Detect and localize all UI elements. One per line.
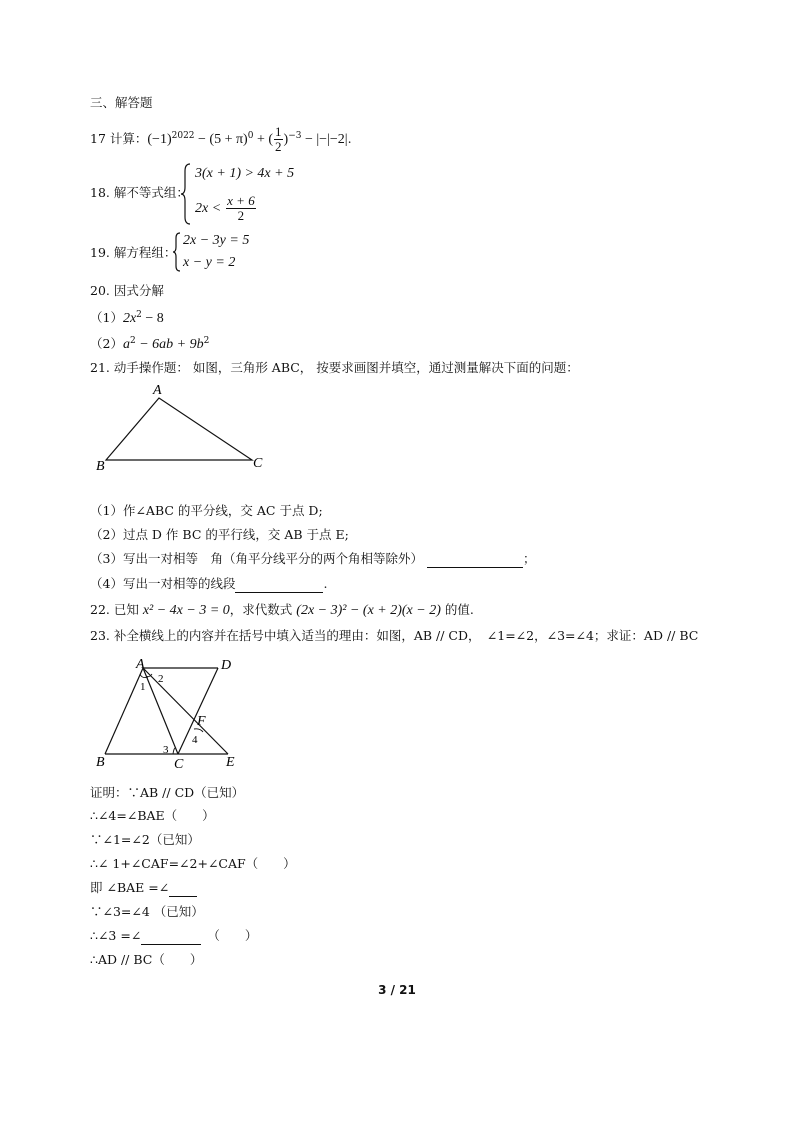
proof-line-7-tail: （ ）: [207, 928, 258, 943]
q17-expr-d: ): [283, 132, 289, 147]
q17-tail: .: [347, 131, 352, 146]
label-c: C: [253, 456, 263, 471]
proof-line-7-text: ∴∠3 =∠: [90, 928, 142, 943]
proof-line-4: ∴∠ 1+∠CAF=∠2+∠CAF（ ）: [90, 856, 296, 871]
q22-expr: (2x − 3)² − (x + 2)(x − 2): [296, 603, 441, 618]
q20-p2-exp1: 2: [129, 336, 136, 346]
q21-p3-end: ；: [522, 551, 536, 566]
q18-line-2-a: 2x <: [195, 201, 222, 216]
q18-label: 18. 解不等式组：: [90, 185, 189, 200]
segment-dc: [178, 668, 218, 754]
q21-p4-text: （4）写出一对相等的线段: [90, 576, 236, 591]
q19-label: 19. 解方程组：: [90, 245, 177, 260]
q17-exp-b: 0: [247, 130, 254, 141]
q20-p1-label: （1）: [90, 310, 123, 326]
q20-part-1: [90, 307, 164, 327]
q21-part-1: （1）作∠ABC 的平分线，交 AC 于点 D;: [90, 503, 323, 518]
q21-p4-blank: [235, 576, 323, 593]
section-title: 三、解答题: [90, 95, 153, 110]
triangle-abc: [106, 398, 252, 460]
proof-line-8: ∴AD // BC（ ）: [90, 952, 203, 967]
segment-ab: [105, 668, 143, 754]
q20-label: 20. 因式分解: [90, 283, 164, 298]
proof-blank-2: [141, 928, 201, 945]
label-e: E: [226, 755, 235, 770]
q17-frac-den: 2: [275, 139, 282, 154]
q17-frac-num: 1: [275, 124, 282, 139]
q17-expr-a: (−1): [147, 132, 172, 147]
q20-p1-b: − 8: [141, 311, 164, 327]
proof-line-3: ∵∠1=∠2（已知）: [90, 832, 200, 847]
question-22: [90, 602, 474, 619]
proof-line-1: 证明：∵AB // CD（已知）: [90, 785, 245, 800]
q18-frac-num: x + 6: [227, 193, 255, 208]
q21-triangle-figure: [90, 380, 280, 475]
q19-line-1: 2x − 3y = 5: [183, 233, 250, 248]
q19-line-2: x − y = 2: [183, 255, 236, 270]
q18-frac-den: 2: [237, 208, 245, 223]
q20-p2-b: − 6ab + 9b: [135, 337, 204, 353]
q23-parallel-figure: [90, 655, 255, 773]
label-a: A: [153, 383, 162, 398]
q21-p3-blank: [427, 551, 523, 568]
q20-p1-exp: 2: [136, 310, 142, 320]
proof-line-2: ∴∠4=∠BAE（ ）: [90, 808, 215, 823]
q17-exp-d: −3: [288, 130, 302, 141]
q18-brace: [180, 163, 192, 225]
q18-fraction: [226, 194, 256, 223]
label-c: C: [174, 757, 184, 772]
proof-line-7: [90, 928, 257, 945]
proof-blank-1: [169, 880, 197, 897]
question-17: [90, 125, 352, 154]
label-f: F: [197, 714, 206, 729]
q22-tail: 的值.: [440, 602, 474, 617]
label-angle-3: 3: [163, 744, 169, 756]
label-angle-2: 2: [158, 673, 164, 685]
label-b: B: [96, 459, 105, 474]
page-number: 3 / 21: [378, 983, 416, 997]
q22-mid: ，求代数式: [229, 602, 297, 617]
q21-label: 21. 动手操作题： 如图，三角形 ABC， 按要求画图并填空，通过测量解决下面的问题：: [90, 360, 579, 375]
label-angle-1: 1: [140, 681, 146, 693]
q19-brace: [172, 232, 182, 272]
q21-p3-text: （3）写出一对相等 角（角平分线平分的两个角相等除外）: [90, 551, 423, 566]
q21-part-2: （2）过点 D 作 BC 的平行线，交 AB 于点 E;: [90, 527, 349, 542]
label-d: D: [221, 658, 232, 673]
q17-expr-e: − |−|−2|: [301, 132, 348, 147]
proof-line-5: [90, 880, 197, 897]
q23-label: 23. 补全横线上的内容并在括号中填入适当的理由：如图，AB // CD， ∠1=∠2，∠3=∠4；求证：AD // BC: [90, 628, 699, 643]
q21-part-4: [90, 576, 327, 593]
q20-p2-exp2: 2: [203, 336, 210, 346]
q17-expr-c: + (: [253, 132, 274, 147]
proof-line-6: ∵∠3=∠4 （已知）: [90, 904, 204, 919]
q18-line-1: 3(x + 1) > 4x + 5: [195, 166, 295, 181]
segment-ae: [143, 668, 228, 754]
label-angle-4: 4: [192, 734, 198, 746]
q17-fraction: [274, 125, 283, 154]
q21-p4-end: .: [323, 576, 328, 591]
label-b: B: [96, 755, 105, 770]
q17-label: 17 计算：: [90, 131, 148, 146]
q21-part-3: [90, 551, 535, 568]
proof-line-5-text: 即 ∠BAE =∠: [90, 880, 170, 895]
label-a: A: [136, 657, 145, 672]
q17-exp-a: 2022: [171, 130, 195, 141]
angle-4-arc: [194, 729, 203, 732]
q22-label: 22. 已知: [90, 602, 143, 617]
q22-eq: x² − 4x − 3 = 0: [142, 603, 230, 618]
q20-part-2: [90, 333, 209, 353]
q20-p1-a: 2x: [122, 311, 137, 327]
q18-line-2: [195, 194, 257, 223]
q20-p2-a: a: [122, 337, 130, 353]
q17-expr-b: − (5 + π): [194, 132, 248, 147]
q20-p2-label: （2）: [90, 336, 123, 352]
